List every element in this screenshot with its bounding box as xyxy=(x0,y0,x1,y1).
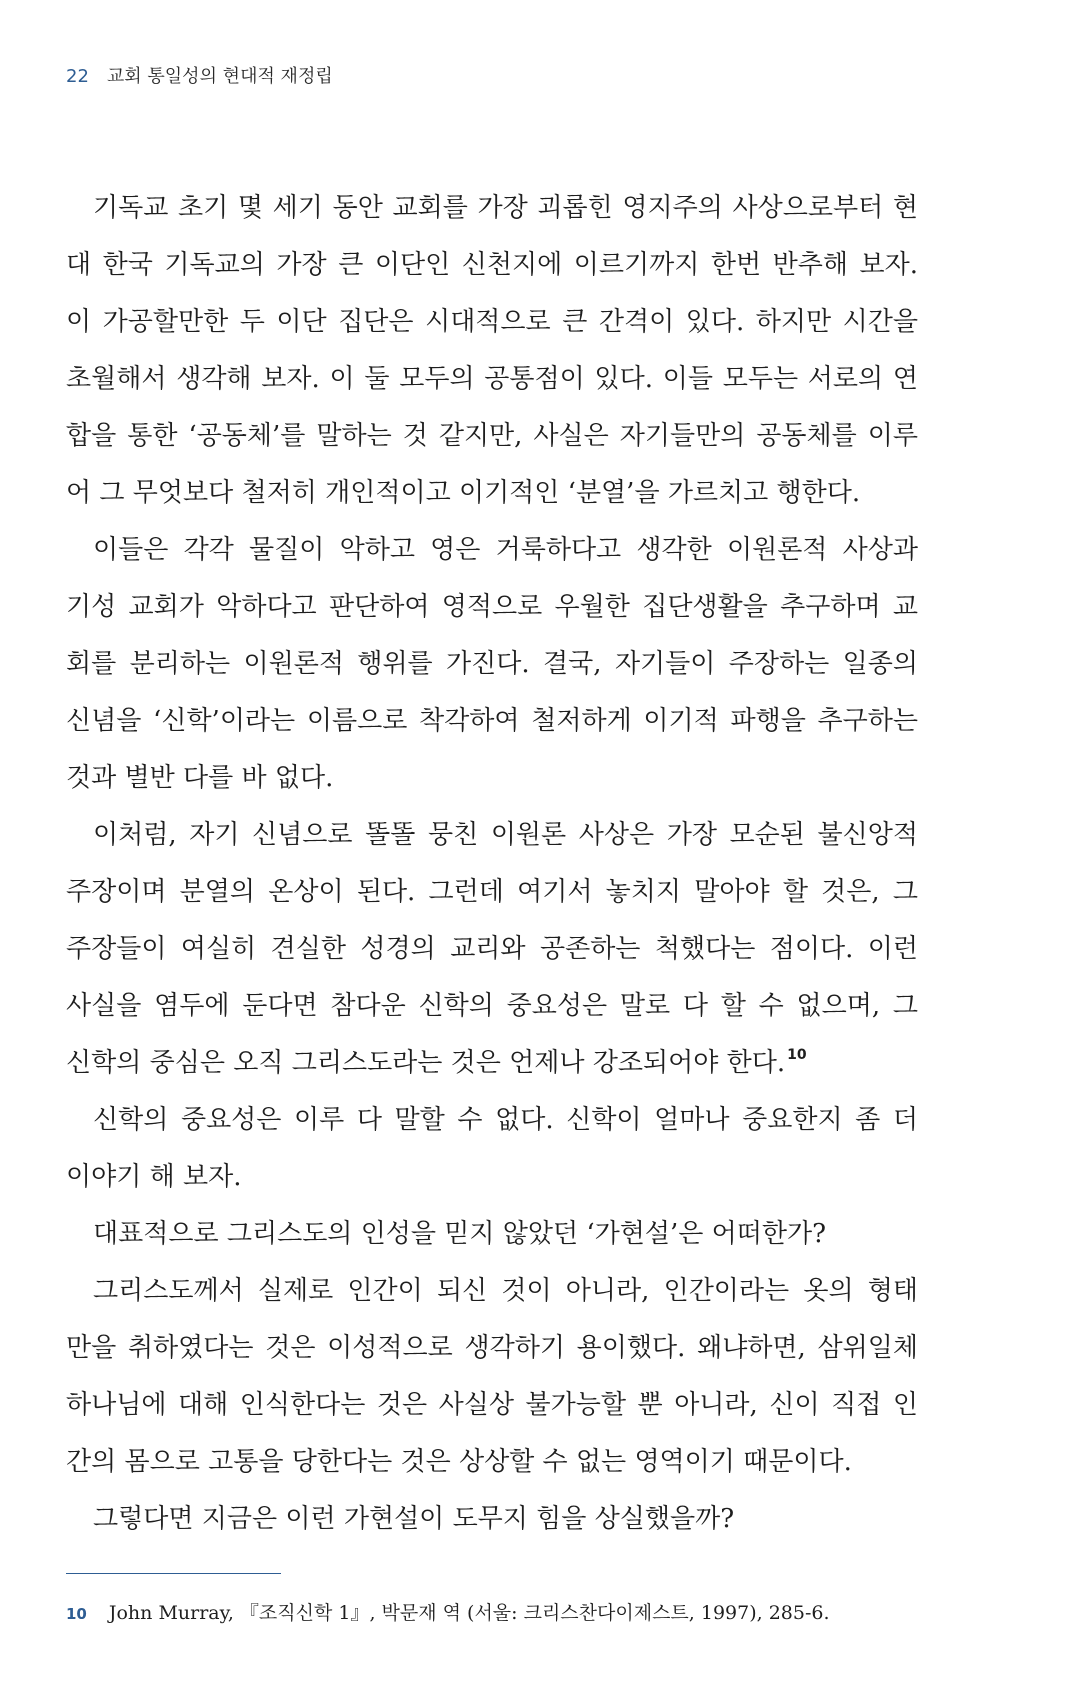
body-text xyxy=(66,180,918,1548)
footnote-reference[interactable]: 10 xyxy=(787,1047,807,1063)
text-line: 초월해서 생각해 보자. 이 둘 모두의 공통점이 있다. 이들 모두는 서로의 연 xyxy=(66,364,918,394)
paragraph xyxy=(66,1206,918,1263)
paragraph xyxy=(66,1491,918,1548)
paragraph xyxy=(66,1263,918,1491)
text-line: 신념을 ‘신학’이라는 이름으로 착각하여 철저하게 이기적 파행을 추구하는 xyxy=(66,706,918,736)
text-line: 기독교 초기 몇 세기 동안 교회를 가장 괴롭힌 영지주의 사상으로부터 현 xyxy=(93,193,918,223)
text-line: 신학의 중심은 오직 그리스도라는 것은 언제나 강조되어야 한다. $^{10}$ xyxy=(66,1047,807,1078)
text-line: 이처럼, 자기 신념으로 똘똘 뭉친 이원론 사상은 가장 모순된 불신앙적 xyxy=(93,820,918,850)
paragraph xyxy=(66,180,918,522)
paragraph xyxy=(66,522,918,807)
footnote-divider xyxy=(66,1573,281,1574)
footnote-number: 10 xyxy=(66,1605,87,1623)
text-line: 이 가공할만한 두 이단 집단은 시대적으로 큰 간격이 있다. 하지만 시간을 xyxy=(66,307,918,337)
text-line: 것과 별반 다를 바 없다. xyxy=(66,763,334,793)
text-line: 대표적으로 그리스도의 인성을 믿지 않았던 ‘가현설’은 어떠한가? xyxy=(93,1219,827,1249)
text-line: 하나님에 대해 인식한다는 것은 사실상 불가능할 뿐 아니라, 신이 직접 인 xyxy=(66,1390,918,1420)
text-line: 대 한국 기독교의 가장 큰 이단인 신천지에 이르기까지 한번 반추해 보자. xyxy=(66,250,918,280)
text-line: 사실을 염두에 둔다면 참다운 신학의 중요성은 말로 다 할 수 없으며, 그 xyxy=(66,991,918,1021)
text-line: 회를 분리하는 이원론적 행위를 가진다. 결국, 자기들이 주장하는 일종의 xyxy=(66,649,918,679)
running-header xyxy=(66,62,333,88)
text-line: 그리스도께서 실제로 인간이 되신 것이 아니라, 인간이라는 옷의 형태 xyxy=(93,1276,918,1306)
text-line: 기성 교회가 악하다고 판단하여 영적으로 우월한 집단생활을 추구하며 교 xyxy=(66,592,918,622)
paragraph xyxy=(66,807,918,1092)
text-line: 이들은 각각 물질이 악하고 영은 거룩하다고 생각한 이원론적 사상과 xyxy=(93,535,918,565)
paragraph xyxy=(66,1092,918,1206)
text-line: 만을 취하였다는 것은 이성적으로 생각하기 용이했다. 왜냐하면, 삼위일체 xyxy=(66,1333,918,1363)
text-line: 간의 몸으로 고통을 당한다는 것은 상상할 수 없는 영역이기 때문이다. xyxy=(66,1447,852,1477)
text-line: 합을 통한 ‘공동체’를 말하는 것 같지만, 사실은 자기들만의 공동체를 이루 xyxy=(66,421,918,451)
text-line: 주장이며 분열의 온상이 된다. 그런데 여기서 놓치지 말아야 할 것은, 그 xyxy=(66,877,918,907)
text-line: 그렇다면 지금은 이런 가현설이 도무지 힘을 상실했을까? xyxy=(93,1504,735,1534)
text-line: 주장들이 여실히 견실한 성경의 교리와 공존하는 척했다는 점이다. 이런 xyxy=(66,934,918,964)
text-line: 이야기 해 보자. xyxy=(66,1162,242,1192)
text-line: 신학의 중요성은 이루 다 말할 수 없다. 신학이 얼마나 중요한지 좀 더 xyxy=(93,1105,918,1135)
footnote xyxy=(66,1598,966,1625)
text-line: 어 그 무엇보다 철저히 개인적이고 이기적인 ‘분열’을 가르치고 행한다. xyxy=(66,478,861,508)
page-number: 22 xyxy=(66,66,89,87)
running-title: 교회 통일성의 현대적 재정립 xyxy=(106,66,333,87)
footnote-text: John Murray, 『조직신학 1』, 박문재 역 (서울: 크리스찬다이제스트, 1997), 285-6. xyxy=(108,1602,830,1624)
